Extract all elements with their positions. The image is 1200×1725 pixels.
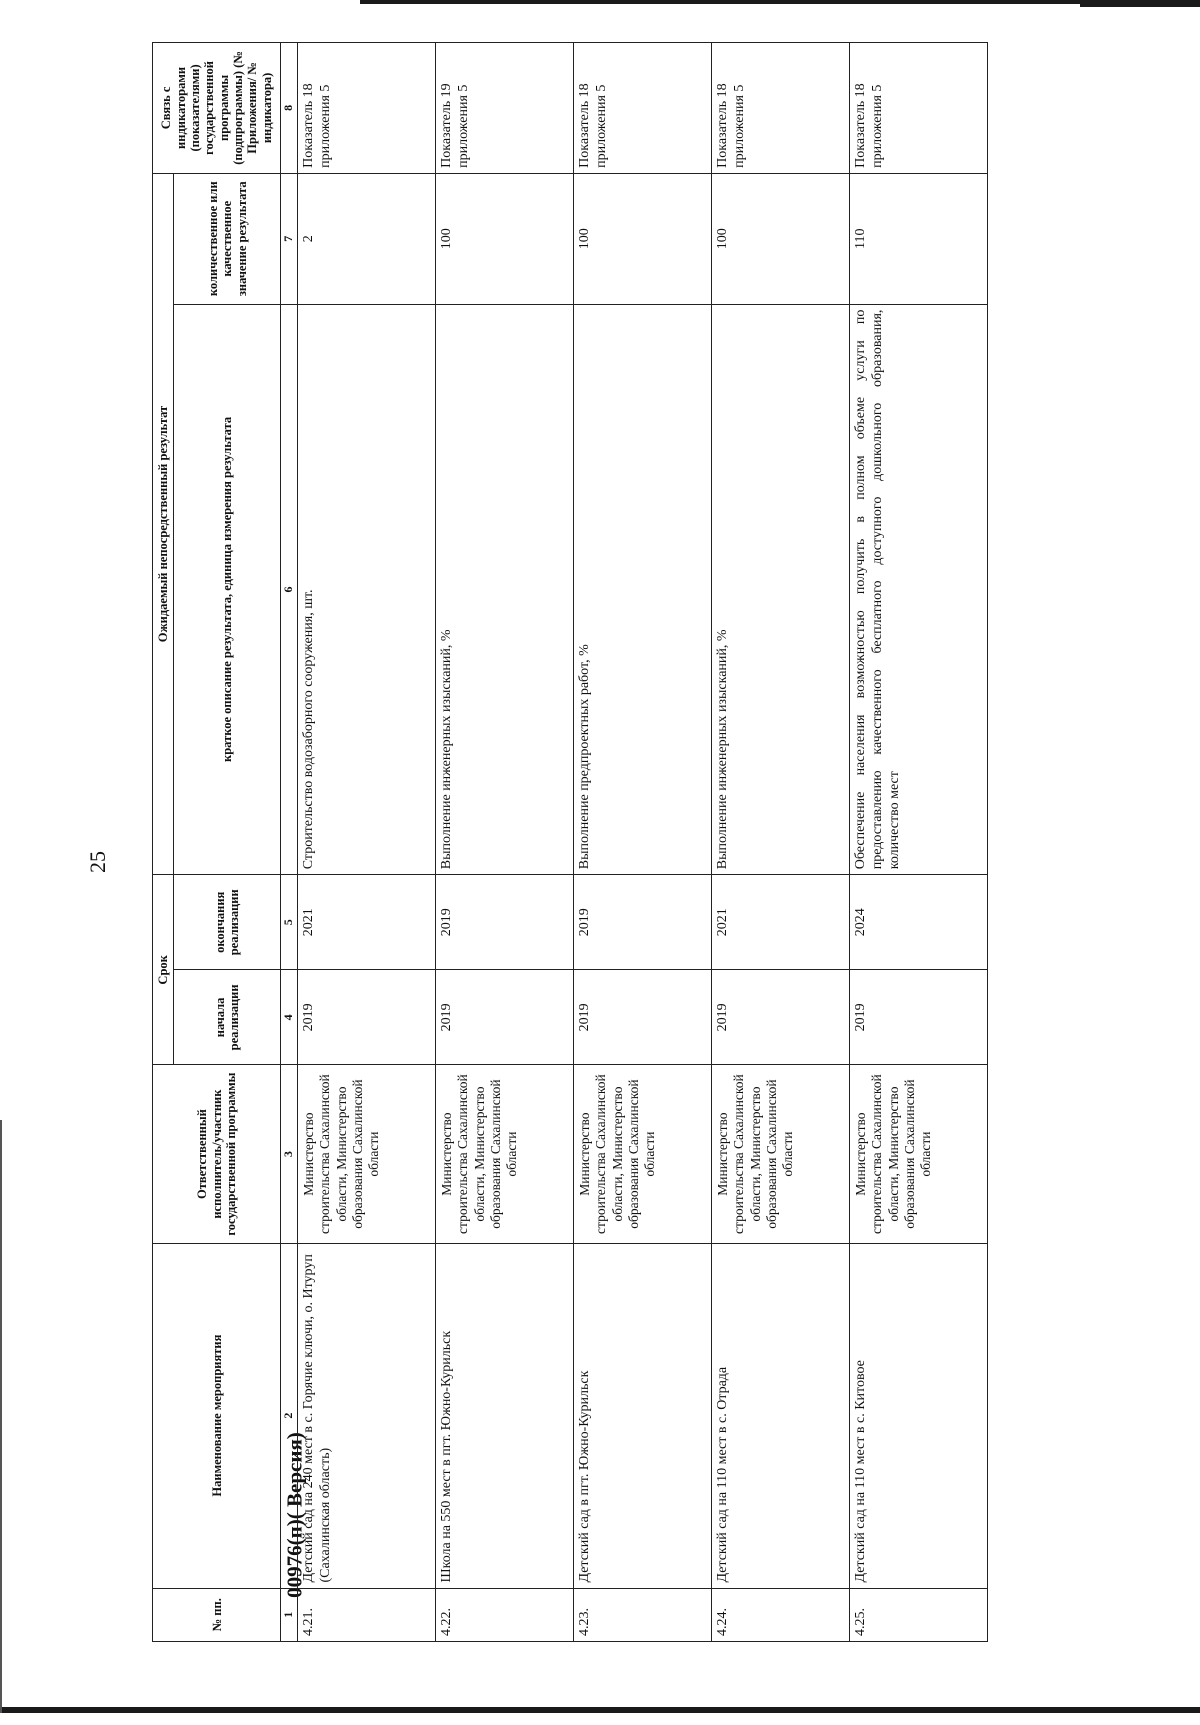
header-term: Срок xyxy=(153,875,174,1065)
row-value: 100 xyxy=(712,173,850,304)
row-responsible: Министерство строительства Сахалинской области, Министерство образования Сахалинской области xyxy=(298,1065,436,1243)
rotated-table xyxy=(152,42,1200,1642)
page-number: 25 xyxy=(85,851,110,873)
row-num: 4.25. xyxy=(850,1588,988,1641)
scan-edge-top xyxy=(360,0,1200,4)
table-row xyxy=(574,43,712,1642)
row-value: 110 xyxy=(850,173,988,304)
colnum-7: 7 xyxy=(281,173,298,304)
row-responsible: Министерство строительства Сахалинской области, Министерство образования Сахалинской области xyxy=(436,1065,574,1243)
row-start: 2019 xyxy=(712,970,850,1065)
row-name: Детский сад на 240 мест в с. Горячие ключи, о. Итуруп (Сахалинская область) xyxy=(298,1243,436,1588)
table-row xyxy=(850,43,988,1642)
header-value: количественное или качественное значение результата xyxy=(174,173,281,304)
row-start: 2019 xyxy=(298,970,436,1065)
row-end: 2019 xyxy=(574,875,712,970)
row-name: Детский сад на 110 мест в с. Отрада xyxy=(712,1243,850,1588)
scan-edge-left xyxy=(0,1120,2,1713)
table-row xyxy=(436,43,574,1642)
header-link: Связь с индикаторами (показателями) государственной программы (подпрограммы) (№ Приложения/ № индикатора) xyxy=(153,43,281,174)
row-link: Показатель 18 приложения 5 xyxy=(712,43,850,174)
row-value: 100 xyxy=(436,173,574,304)
row-description: Выполнение инженерных изысканий, % xyxy=(436,304,574,875)
header-start: начала реализации xyxy=(174,970,281,1065)
table-container xyxy=(152,42,1200,1642)
events-table xyxy=(152,42,988,1642)
row-name: Школа на 550 мест в пгт. Южно-Курильск xyxy=(436,1243,574,1588)
row-value: 2 xyxy=(298,173,436,304)
row-end: 2019 xyxy=(436,875,574,970)
row-start: 2019 xyxy=(574,970,712,1065)
scan-edge-top-right xyxy=(1080,0,1200,7)
row-description: Выполнение инженерных изысканий, % xyxy=(712,304,850,875)
row-responsible: Министерство строительства Сахалинской области, Министерство образования Сахалинской области xyxy=(850,1065,988,1243)
colnum-2: 2 xyxy=(281,1243,298,1588)
row-responsible: Министерство строительства Сахалинской области, Министерство образования Сахалинской области xyxy=(574,1065,712,1243)
row-responsible: Министерство строительства Сахалинской области, Министерство образования Сахалинской области xyxy=(712,1065,850,1243)
header-responsible: Ответственный исполнитель/участник государственной программы xyxy=(153,1065,281,1243)
row-link: Показатель 18 приложения 5 xyxy=(850,43,988,174)
row-link: Показатель 18 приложения 5 xyxy=(574,43,712,174)
row-description: Обеспечение населения возможностью получить в полном объеме услуги по предоставлению качественного бесплатного доступного дошкольного образования, количество мест xyxy=(850,304,988,875)
document-code: 00976(п)( Версия) xyxy=(282,1432,307,1598)
row-num: 4.24. xyxy=(712,1588,850,1641)
row-name: Детский сад в пгт. Южно-Курильск xyxy=(574,1243,712,1588)
row-num: 4.23. xyxy=(574,1588,712,1641)
row-end: 2021 xyxy=(712,875,850,970)
colnum-8: 8 xyxy=(281,43,298,174)
header-name: Наименование мероприятия xyxy=(153,1243,281,1588)
header-expected: Ожидаемый непосредственный результат xyxy=(153,173,174,874)
row-link: Показатель 19 приложения 5 xyxy=(436,43,574,174)
row-start: 2019 xyxy=(436,970,574,1065)
scan-edge-bottom xyxy=(0,1707,1200,1713)
row-value: 100 xyxy=(574,173,712,304)
colnum-1: 1 xyxy=(281,1588,298,1641)
colnum-3: 3 xyxy=(281,1065,298,1243)
colnum-4: 4 xyxy=(281,970,298,1065)
row-link: Показатель 18 приложения 5 xyxy=(298,43,436,174)
colnum-6: 6 xyxy=(281,304,298,875)
row-start: 2019 xyxy=(850,970,988,1065)
row-end: 2024 xyxy=(850,875,988,970)
header-description: краткое описание результата, единица измерения результата xyxy=(174,304,281,875)
table-row xyxy=(712,43,850,1642)
row-description: Строительство водозаборного сооружения, шт. xyxy=(298,304,436,875)
header-num: № пп. xyxy=(153,1588,281,1641)
row-end: 2021 xyxy=(298,875,436,970)
header-end: окончания реализации xyxy=(174,875,281,970)
row-num: 4.21. xyxy=(298,1588,436,1641)
colnum-5: 5 xyxy=(281,875,298,970)
row-num: 4.22. xyxy=(436,1588,574,1641)
table-row xyxy=(298,43,436,1642)
row-name: Детский сад на 110 мест в с. Китовое xyxy=(850,1243,988,1588)
row-description: Выполнение предпроектных работ, % xyxy=(574,304,712,875)
